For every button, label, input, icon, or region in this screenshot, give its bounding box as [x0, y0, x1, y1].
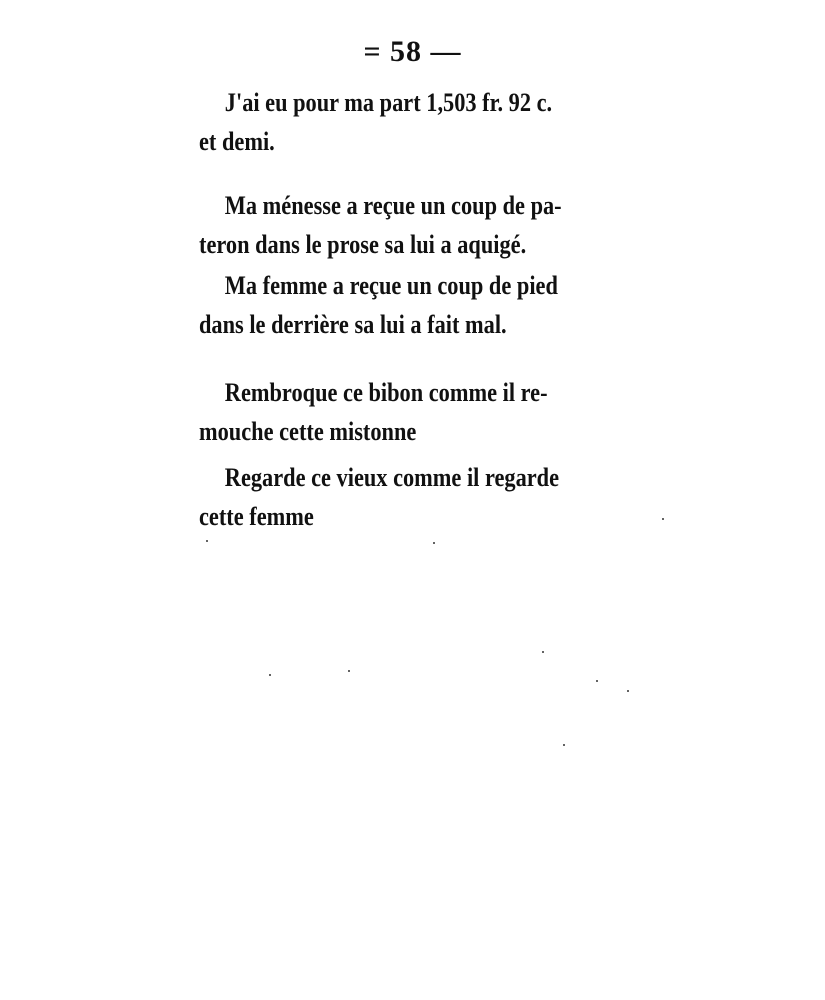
- scan-speck: [596, 680, 598, 682]
- scan-speck: [627, 690, 629, 692]
- scan-speck: [348, 670, 350, 672]
- paragraph-3: [199, 266, 591, 344]
- paragraph-5: [199, 458, 591, 536]
- scan-speck: [563, 744, 565, 746]
- scan-speck: [269, 674, 271, 676]
- paragraph-line: Rembroque ce bibon comme il re-: [224, 378, 548, 407]
- scan-speck: [662, 518, 664, 520]
- paragraph-2: [199, 186, 591, 264]
- paragraph-line: J'ai eu pour ma part 1,503 fr. 92 c.: [224, 88, 553, 117]
- paragraph-line: dans le derrière sa lui a fait mal.: [199, 310, 507, 339]
- paragraph-1: [199, 83, 591, 161]
- paragraph-4: [199, 373, 591, 451]
- paragraph-line: Regarde ce vieux comme il regarde: [224, 463, 560, 492]
- scan-speck: [542, 651, 544, 653]
- paragraph-line: teron dans le prose sa lui a aquigé.: [199, 230, 527, 259]
- paragraph-line: Ma femme a reçue un coup de pied: [224, 271, 558, 300]
- paragraph-line: et demi.: [199, 127, 275, 156]
- paragraph-line: Ma ménesse a reçue un coup de pa-: [224, 191, 562, 220]
- scan-speck: [433, 542, 435, 544]
- scan-speck: [206, 540, 208, 542]
- paragraph-line: mouche cette mistonne: [199, 417, 417, 446]
- paragraph-line: cette femme: [199, 502, 314, 531]
- page-number: = 58 —: [363, 35, 462, 68]
